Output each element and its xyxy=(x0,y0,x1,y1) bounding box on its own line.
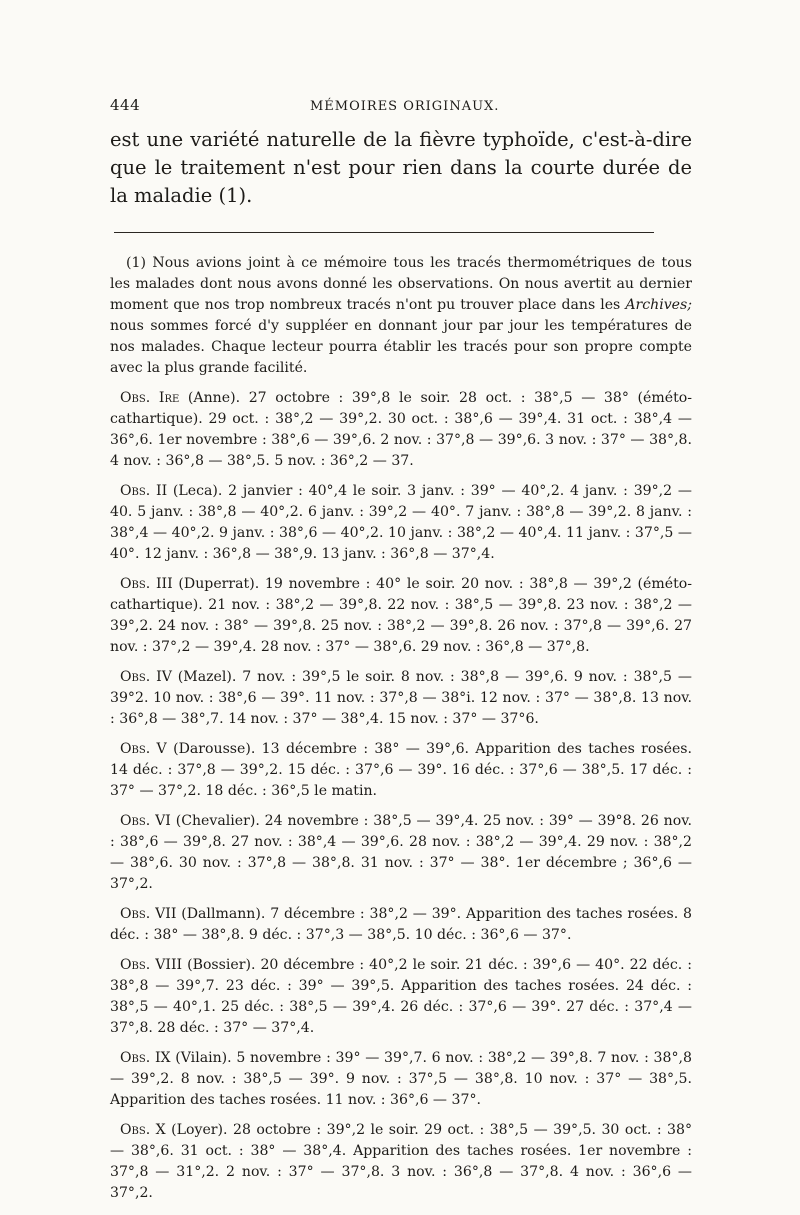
observation-label: Obs. V xyxy=(120,741,167,757)
observation-label: Obs. VII xyxy=(120,906,177,922)
observation xyxy=(110,904,692,946)
observation-text: (Darousse). 13 décembre : 38° — 39°,6. Apparition des taches rosées. 14 déc. : 37°,8 — 39°,2. 15 déc. : 37°,6 — 39°. 16 déc. : 37°,6 — 38°,5. 17 déc. : 37° — 37°,2. 18 déc. : 36°,5 le matin. xyxy=(110,741,692,799)
main-text: est une variété naturelle de la fièvre typhoïde, c'est-à-dire que le traitement n'est pour rien dans la courte durée de la maladie (1). xyxy=(110,128,692,207)
observation-text: (Bossier). 20 décembre : 40°,2 le soir. 21 déc. : 39°,6 — 40°. 22 déc. : 38°,8 — 39°,7. 23 déc. : 39° — 39°,5. Apparition des taches rosées. 24 déc. : 38°,5 — 40°,1. 25 déc. : 38°,5 — 39°,4. 26 déc. : 37°,6 — 39°. 27 déc. : 37°,4 — 37°,8. 28 déc. : 37° — 37°,4. xyxy=(110,957,693,1036)
observation xyxy=(110,388,692,472)
running-title: MÉMOIRES ORIGINAUX. xyxy=(310,99,500,114)
observation-text: (Loyer). 28 octobre : 39°,2 le soir. 29 oct. : 38°,5 — 39°,5. 30 oct. : 38° — 38°,6. 31 oct. : 38° — 38°,4. Apparition des taches rosées. 1er novembre : 37°,8 — 31°,2. 2 nov. : 37° — 37°,8. 3 nov. : 36°,8 — 37°,8. 4 nov. : 36°,6 — 37°,2. xyxy=(110,1122,692,1201)
observation-text: (Dallmann). 7 décembre : 38°,2 — 39°. Apparition des taches rosées. 8 déc. : 38° — 38°,8. 9 déc. : 37°,3 — 38°,5. 10 déc. : 36°,6 — 37°. xyxy=(110,906,692,943)
footnote xyxy=(110,253,692,379)
footnote-text-start: (1) Nous avions joint à ce mémoire tous les tracés thermométriques de tous les malades dont nous avons donné les observations. On nous avertit au dernier moment que nos trop nombreux tracés n'ont pu trouver place dans les xyxy=(110,255,692,313)
observation xyxy=(110,739,692,802)
observation-label: Obs. II xyxy=(120,483,168,499)
observation-text: (Vilain). 5 novembre : 39° — 39°,7. 6 nov. : 38°,2 — 39°,8. 7 nov. : 38°,8 — 39°,2. 8 nov. : 38°,5 — 39°. 9 nov. : 37°,5 — 38°,8. 10 nov. : 37° — 38°,5. Apparition des taches rosées. 11 nov. : 36°,6 — 37°. xyxy=(110,1050,692,1108)
observation-label: Obs. IX xyxy=(120,1050,171,1066)
observation xyxy=(110,667,692,730)
observation-label: Obs. X xyxy=(120,1122,166,1138)
observation-text: (Anne). 27 octobre : 39°,8 le soir. 28 oct. : 38°,5 — 38° (éméto-cathartique). 29 oct. : 38°,2 — 39°,2. 30 oct. : 38°,6 — 39°,4. 31 oct. : 38°,4 — 36°,6. 1er novembre : 38°,6 — 39°,6. 2 nov. : 37°,8 — 39°,6. 3 nov. : 37° — 38°,8. 4 nov. : 36°,8 — 38°,5. 5 nov. : 36°,2 — 37. xyxy=(110,390,692,469)
observation xyxy=(110,811,692,895)
observation-label: Obs. IV xyxy=(120,669,172,685)
footnote-italic: Archives; xyxy=(625,297,692,313)
observation-text: (Chevalier). 24 novembre : 38°,5 — 39°,4. 25 nov. : 39° — 39°8. 26 nov. : 38°,6 — 39°,8. 27 nov. : 38°,4 — 39°,6. 28 nov. : 38°,2 — 39°,4. 29 nov. : 38°,2 — 38°,6. 30 nov. : 37°,8 — 38°,8. 31 nov. : 37° — 38°. 1er décembre ; 36°,6 — 37°,2. xyxy=(110,813,692,892)
footnote-text-end: nous sommes forcé d'y suppléer en donnant jour par jour les températures de nos malades. Chaque lecteur pourra établir les tracés pour son propre compte avec la plus grande facilité. xyxy=(110,318,692,376)
observation-label: Obs. VI xyxy=(120,813,171,829)
observation xyxy=(110,481,692,565)
observation-label: Obs. III xyxy=(120,576,173,592)
observation-label: Obs. Ire xyxy=(120,390,180,406)
observation xyxy=(110,1048,692,1111)
page-number: 444 xyxy=(110,96,141,114)
observation-label: Obs. VIII xyxy=(120,957,183,973)
footnote-separator xyxy=(114,232,654,233)
running-head xyxy=(110,96,692,120)
observation xyxy=(110,1120,692,1204)
book-page xyxy=(110,96,692,1213)
observation-text: (Leca). 2 janvier : 40°,4 le soir. 3 janv. : 39° — 40°,2. 4 janv. : 39°,2 — 40. 5 janv. : 38°,8 — 40°,2. 6 janv. : 39°,2 — 40°. 7 janv. : 38°,8 — 39°,2. 8 janv. : 38°,4 — 40°,2. 9 janv. : 38°,6 — 40°,2. 10 janv. : 38°,2 — 40°,4. 11 janv. : 37°,5 — 40°. 12 janv. : 36°,8 — 38°,9. 13 janv. : 36°,8 — 37°,4. xyxy=(110,483,692,562)
observation xyxy=(110,955,692,1039)
observation-text: (Mazel). 7 nov. : 39°,5 le soir. 8 nov. : 38°,8 — 39°,6. 9 nov. : 38°,5 — 39°2. 10 nov. : 38°,6 — 39°. 11 nov. : 37°,8 — 38°i. 12 nov. : 37° — 38°,8. 13 nov. : 36°,8 — 38°,7. 14 nov. : 37° — 38°,4. 15 nov. : 37° — 37°6. xyxy=(110,669,692,727)
observation-text: (Duperrat). 19 novembre : 40° le soir. 20 nov. : 38°,8 — 39°,2 (éméto-cathartique). 21 nov. : 38°,2 — 39°,8. 22 nov. : 38°,5 — 39°,8. 23 nov. : 38°,2 — 39°,2. 24 nov. : 38° — 39°,8. 25 nov. : 38°,2 — 39°,8. 26 nov. : 37°,8 — 39°,6. 27 nov. : 37°,2 — 39°,4. 28 nov. : 37° — 38°,6. 29 nov. : 36°,8 — 37°,8. xyxy=(110,576,692,655)
observation xyxy=(110,574,692,658)
observation-list xyxy=(110,388,692,1204)
